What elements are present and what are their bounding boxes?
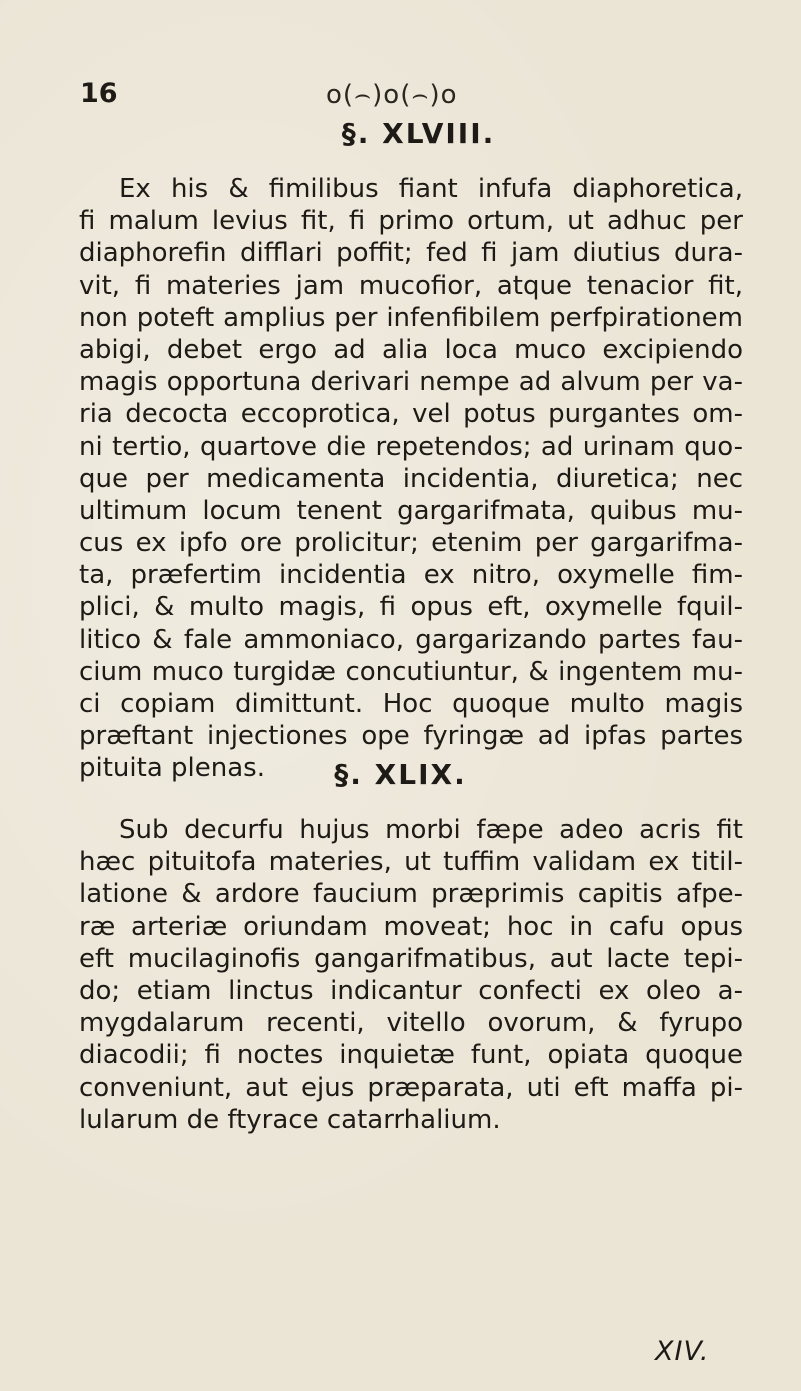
text-line: ni tertio, quartove die repetendos; ad urinam quo-: [79, 431, 743, 462]
text-line: ria decocta eccoprotica, vel potus purgantes om-: [79, 399, 743, 430]
catchword: XIV.: [655, 1336, 710, 1367]
text-line: ci copiam dimittunt. Hoc quoque multo magis: [79, 689, 743, 719]
text-line: diaphorefin difflari poffit; fed fi jam diutius dura-: [79, 238, 743, 269]
text-line: plici, & multo magis, fi opus eft, oxymelle fquil-: [79, 592, 743, 623]
text-line: fi malum levius fit, fi primo ortum, ut adhuc per: [79, 206, 743, 237]
text-line: ræ arteriæ oriundam moveat; hoc in cafu opus: [79, 911, 743, 942]
section-heading-49: §. XLIX.: [334, 758, 467, 791]
text-line: ta, præfertim incidentia ex nitro, oxymelle fim-: [79, 560, 743, 591]
text-line: diacodii; fi noctes inquietæ funt, opiata quoque: [79, 1040, 743, 1071]
text-line: abigi, debet ergo ad alia loca muco excipiendo: [79, 334, 743, 365]
header-ornament: o(⌢)o(⌢)o: [326, 80, 458, 110]
text-line: Ex his & fimilibus fiant infufa diaphoretica,: [119, 174, 743, 204]
text-line: Sub decurfu hujus morbi fæpe adeo acris fit: [119, 815, 743, 845]
text-line: cium muco turgidæ concutiuntur, & ingentem mu-: [79, 656, 743, 687]
paragraph-section-49: [79, 814, 743, 1136]
text-line: mygdalarum recenti, vitello ovorum, & fyrupo: [79, 1008, 743, 1039]
text-line: do; etiam linctus indicantur confecti ex oleo a-: [79, 975, 743, 1006]
text-line: pituita plenas.: [79, 753, 265, 784]
text-line: vit, fi materies jam mucofior, atque tenacior fit,: [79, 270, 743, 301]
text-line: eft mucilaginofis gangarifmatibus, aut lacte tepi-: [79, 943, 743, 974]
text-line: latione & ardore faucium præprimis capitis afpe-: [79, 879, 743, 910]
section-heading-48: §. XLVIII.: [341, 117, 496, 150]
text-line: hæc pituitofa materies, ut tuffim validam ex titil-: [79, 847, 743, 878]
text-line: que per medicamenta incidentia, diuretica; nec: [79, 463, 743, 494]
text-line: ultimum locum tenent gargarifmata, quibus mu-: [79, 495, 743, 526]
text-line: non poteft amplius per infenfibilem perfpirationem: [79, 302, 743, 333]
page-number: 16: [80, 78, 118, 109]
text-line: præftant injectiones ope fyringæ ad ipfas partes: [79, 721, 743, 752]
text-line: magis opportuna derivari nempe ad alvum per va-: [79, 367, 743, 398]
text-line: litico & fale ammoniaco, gargarizando partes fau-: [79, 624, 743, 655]
text-line: cus ex ipfo ore prolicitur; etenim per gargarifma-: [79, 528, 743, 559]
text-line: conveniunt, aut ejus præparata, uti eft maffa pi-: [79, 1072, 743, 1103]
text-line: lularum de ftyrace catarrhalium.: [79, 1104, 501, 1135]
paragraph-section-48: [79, 173, 743, 785]
